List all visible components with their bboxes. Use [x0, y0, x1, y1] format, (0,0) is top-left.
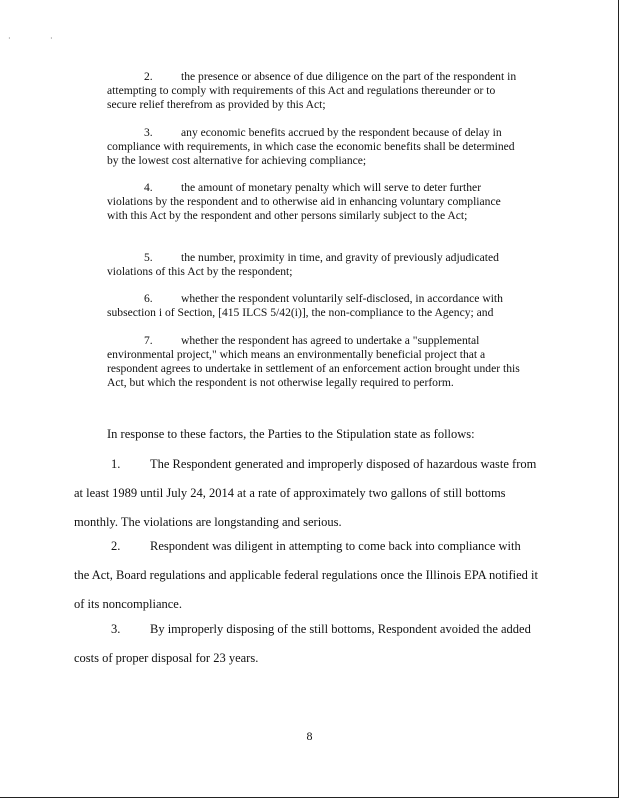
- response-text: Respondent was diligent in attempting to come back into compliance with the Act, Board regulations and applicable federal regulations once the Illinois EPA notified it of its noncompliance.: [74, 539, 539, 611]
- response-text: The Respondent generated and improperly disposed of hazardous waste from at least 1989 until July 24, 2014 at a rate of approximately two gallons of still bottoms monthly. The violations are longstanding and serious.: [74, 457, 537, 529]
- response-paragraph: [74, 615, 539, 673]
- factor-number: 3.: [144, 126, 153, 139]
- factor-text: the number, proximity in time, and gravity of previously adjudicated violations of this Act by the respondent;: [107, 251, 499, 278]
- factor-number: 5.: [144, 251, 153, 264]
- factor-number: 4.: [144, 181, 153, 194]
- factor-item: [107, 251, 522, 279]
- factor-text: the amount of monetary penalty which will serve to deter further violations by the respondent and to otherwise aid in enhancing voluntary compliance with this Act by the respondent and other persons similarly subject to the Act;: [107, 181, 501, 222]
- factor-item: [107, 70, 522, 112]
- response-number: 3.: [111, 622, 121, 636]
- scan-mark: ·: [50, 34, 53, 43]
- scan-mark: ·: [8, 34, 11, 43]
- response-intro: In response to these factors, the Parties to the Stipulation state as follows:: [107, 427, 475, 441]
- factor-number: 7.: [144, 334, 153, 347]
- response-paragraph: [74, 532, 539, 619]
- factor-item: [107, 292, 522, 320]
- factor-text: whether the respondent has agreed to undertake a "supplemental environmental project," which means an environmentally beneficial project that a respondent agrees to undertake in settlement of an enforcement action brought under this Act, but which the respondent is not otherwise legally required to perform.: [107, 334, 520, 389]
- factor-text: whether the respondent voluntarily self-disclosed, in accordance with subsection i of Section, [415 ILCS 5/42(i)], the non-compliance to the Agency; and: [107, 292, 503, 319]
- factor-item: [107, 181, 522, 223]
- factor-text: any economic benefits accrued by the respondent because of delay in compliance with requirements, in which case the economic benefits shall be determined by the lowest cost alternative for achieving compliance;: [107, 126, 515, 167]
- page-number: 8: [306, 729, 313, 743]
- factor-number: 2.: [144, 70, 153, 83]
- response-number: 1.: [111, 457, 121, 471]
- factor-item: [107, 334, 522, 390]
- factor-number: 6.: [144, 292, 153, 305]
- factor-item: [107, 126, 522, 168]
- factor-text: the presence or absence of due diligence on the part of the respondent in attempting to comply with requirements of this Act and regulations thereunder or to secure relief therefrom as provided by this Act;: [107, 70, 517, 111]
- response-paragraph: [74, 450, 539, 537]
- response-text: By improperly disposing of the still bottoms, Respondent avoided the added costs of proper disposal for 23 years.: [74, 622, 531, 665]
- response-number: 2.: [111, 539, 121, 553]
